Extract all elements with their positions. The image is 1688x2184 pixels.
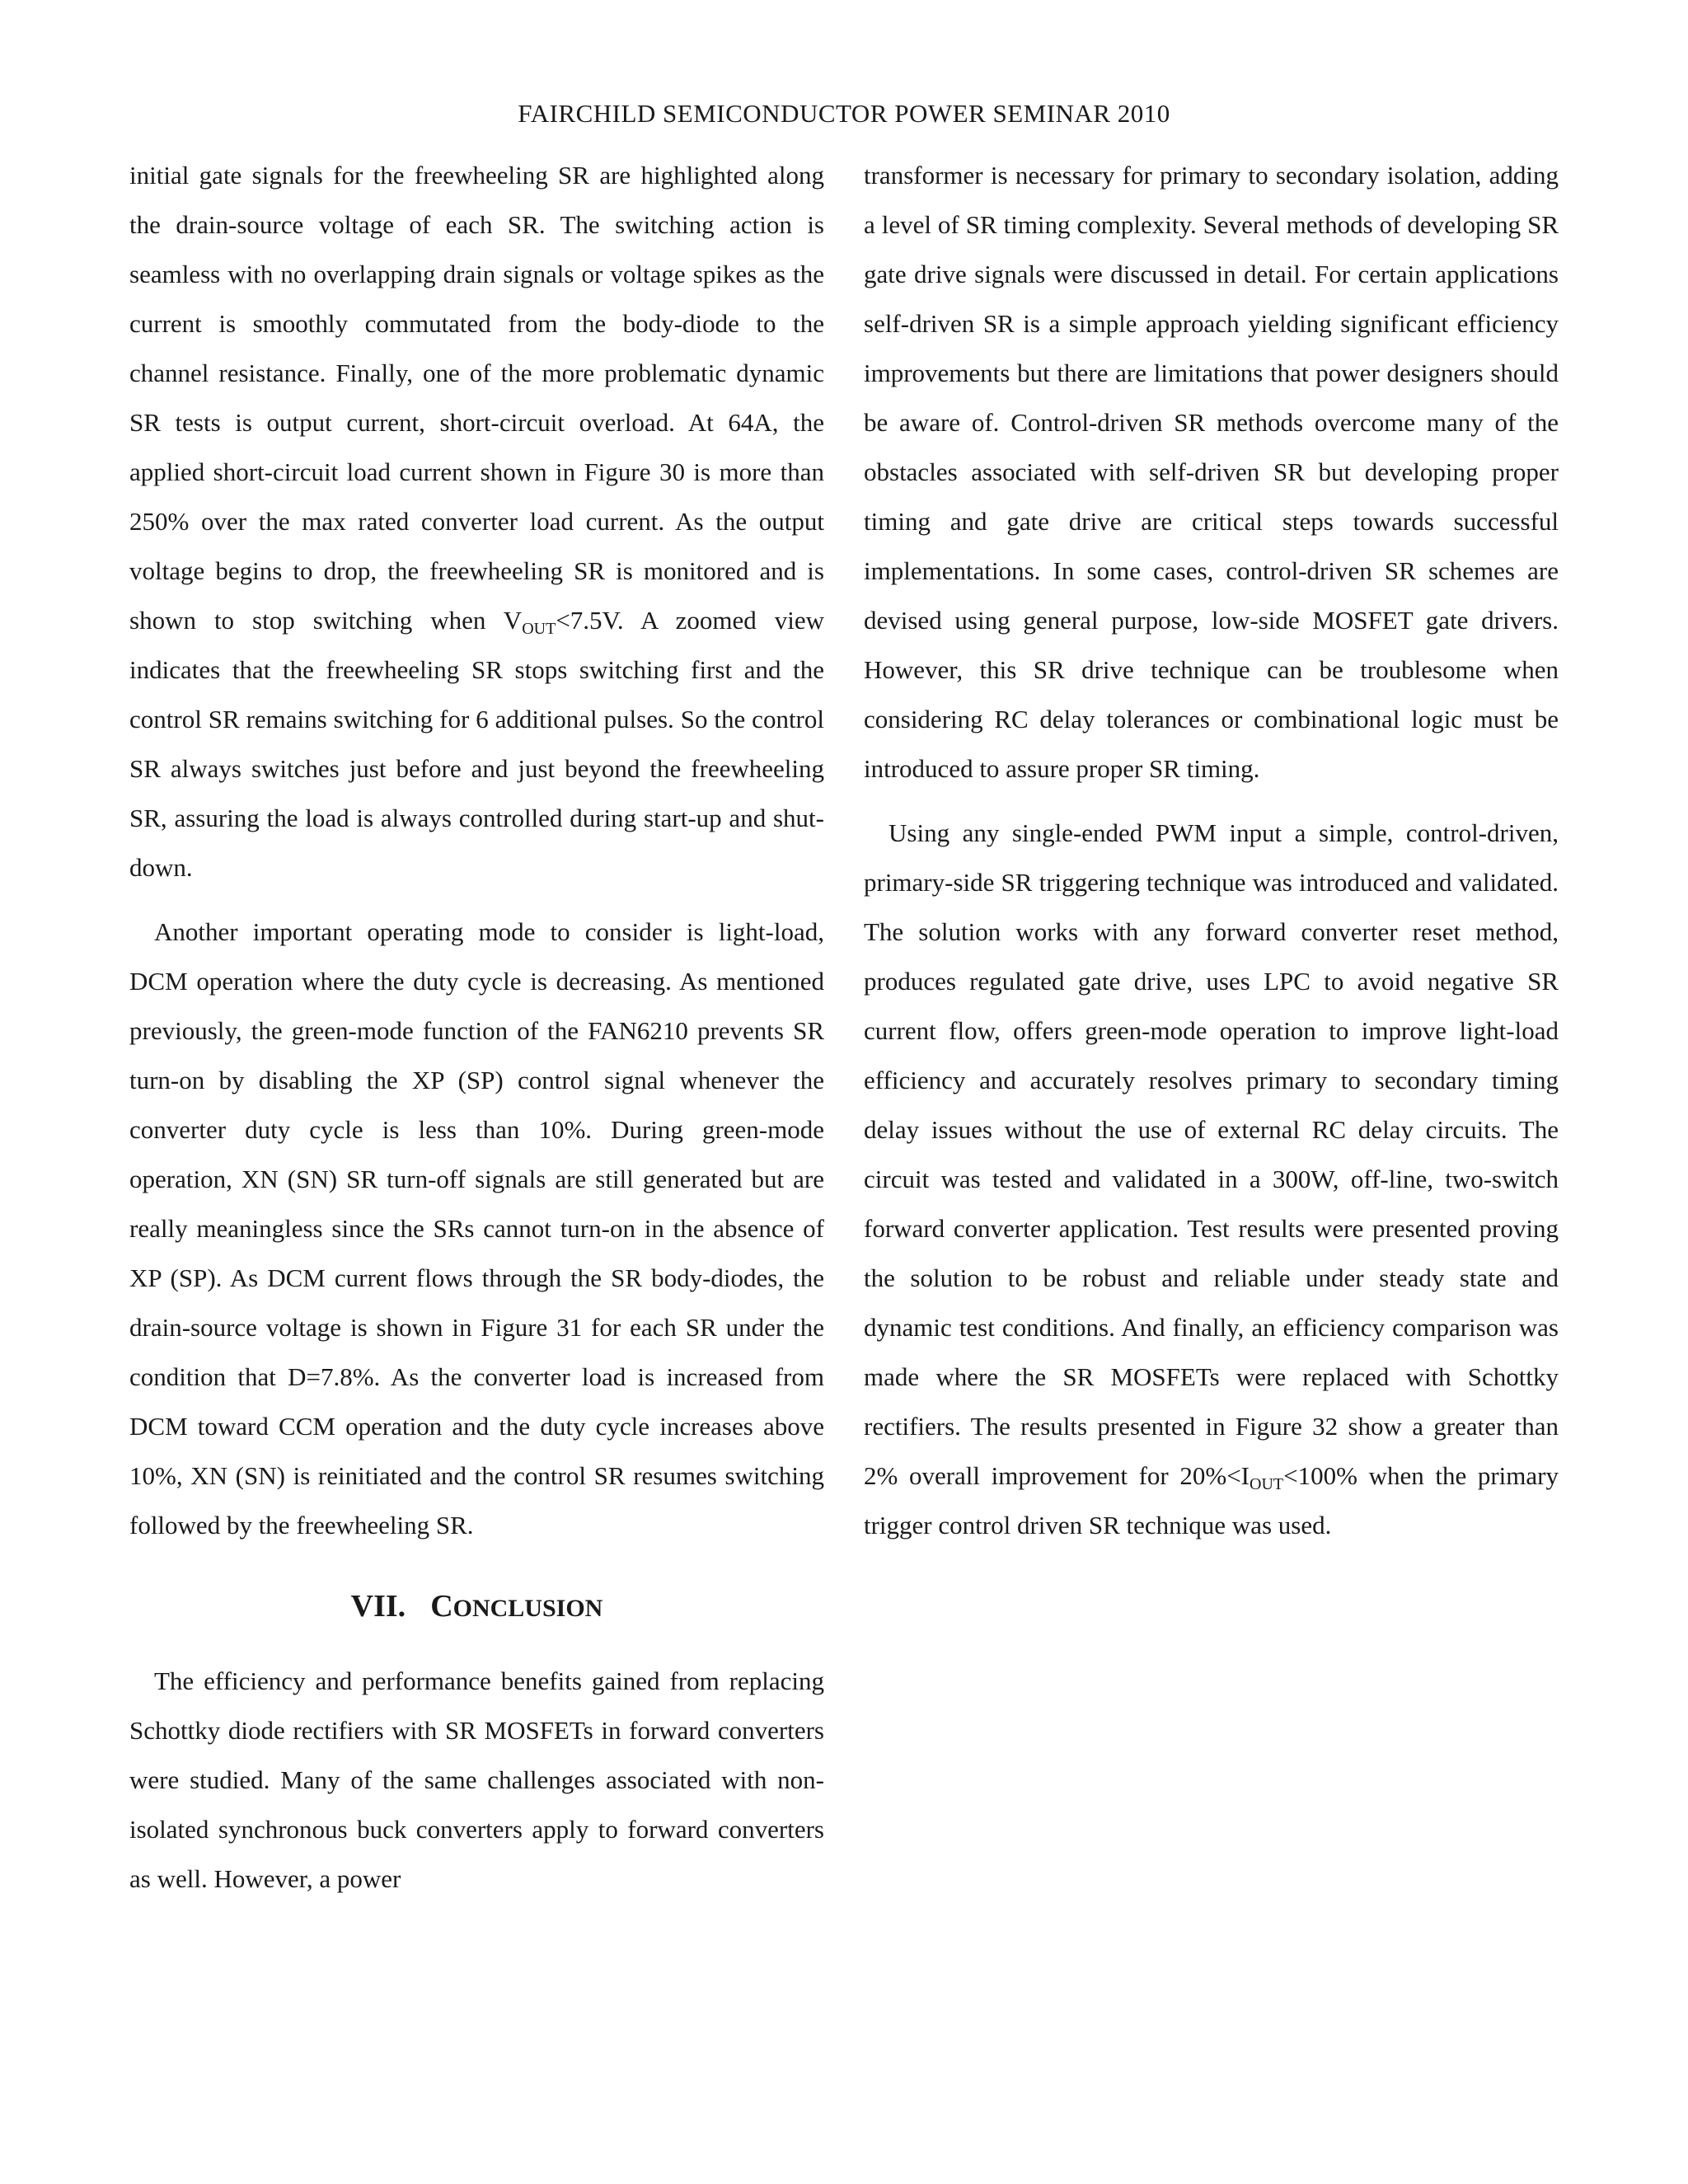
running-header: FAIRCHILD SEMICONDUCTOR POWER SEMINAR 2010	[518, 99, 1170, 128]
section-number: VII.	[350, 1589, 406, 1624]
paragraph-text: <100% when the primary trigger control driven SR technique was used.	[864, 1461, 1559, 1540]
section-title-rest: ONCLUSION	[452, 1595, 603, 1622]
paragraph-short-circuit-test	[129, 151, 824, 893]
paragraph-conclusion-methods: transformer is necessary for primary to secondary isolation, adding a level of SR timing complexity. Several methods of developing SR gate drive signals were discussed in detail. For certain applications self-driven SR is a simple approach yielding significant efficiency improvements but there are limitations that power designers should be aware of. Control-driven SR methods overcome many of the obstacles associated with self-driven SR but developing proper timing and gate drive are critical steps towards successful implementations. In some cases, control-driven SR schemes are devised using general purpose, low-side MOSFET gate drivers. However, this SR drive technique can be troublesome when considering RC delay tolerances or combinational logic must be introduced to assure proper SR timing.	[864, 161, 1559, 783]
paragraph-light-load-dcm: Another important operating mode to consider is light-load, DCM operation where the duty cycle is decreasing. As mentioned previously, the green-mode function of the FAN6210 prevents SR turn-on by disabling the XP (SP) control signal whenever the converter duty cycle is less than 10%. During green-mode operation, XN (SN) SR turn-off signals are still generated but are really meaningless since the SRs cannot turn-on in the absence of XP (SP). As DCM current flows through the SR body-diodes, the drain-source voltage is shown in Figure 31 for each SR under the condition that D=7.8%. As the converter load is increased from DCM toward CCM operation and the duty cycle increases above 10%, XN (SN) is reinitiated and the control SR resumes switching followed by the freewheeling SR.	[129, 917, 824, 1540]
right-column	[864, 151, 1559, 1550]
paragraph-text: initial gate signals for the freewheeling SR are highlighted along the drain-source voltage of each SR. The switching action is seamless with no overlapping drain signals or voltage spikes as the current is smoothly commutated from the body-diode to the channel resistance. Finally, one of the more problematic dynamic SR tests is output current, short-circuit overload. At 64A, the applied short-circuit load current shown in Figure 30 is more than 250% over the max rated converter load current. As the output voltage begins to drop, the freewheeling SR is monitored and is shown to stop switching when V	[129, 161, 824, 635]
subscript: OUT	[522, 620, 556, 638]
paragraph-text: Using any single-ended PWM input a simple, control-driven, primary-side SR triggering technique was introduced and validated. The solution works with any forward converter reset method, produces regulated gate drive, uses LPC to avoid negative SR current flow, offers green-mode operation to improve light-load efficiency and accurately resolves primary to secondary timing delay issues without the use of external RC delay circuits. The circuit was tested and validated in a 300W, off-line, two-switch forward converter application. Test results were presented proving the solution to be robust and reliable under steady state and dynamic test conditions. And finally, an efficiency comparison was made where the SR MOSFETs were replaced with Schottky rectifiers. The results presented in Figure 32 show a greater than 2% overall improvement for 20%<I	[864, 818, 1559, 1490]
left-column	[129, 151, 824, 1904]
section-title-initial: C	[430, 1589, 453, 1624]
subscript: OUT	[1250, 1475, 1284, 1493]
paragraph-text: <7.5V. A zoomed view indicates that the freewheeling SR stops switching first and the control SR remains switching for 6 additional pulses. So the control SR always switches just before and just beyond the freewheeling SR, assuring the load is always controlled during start-up and shut-down.	[129, 606, 825, 882]
section-heading-conclusion	[129, 1582, 824, 1633]
paragraph-conclusion-results	[864, 808, 1559, 1550]
paragraph-conclusion-intro: The efficiency and performance benefits gained from replacing Schottky diode rectifiers with SR MOSFETs in forward converters were studied. Many of the same challenges associated with non-isolated synchronous buck converters apply to forward converters as well. However, a power	[129, 1666, 824, 1893]
